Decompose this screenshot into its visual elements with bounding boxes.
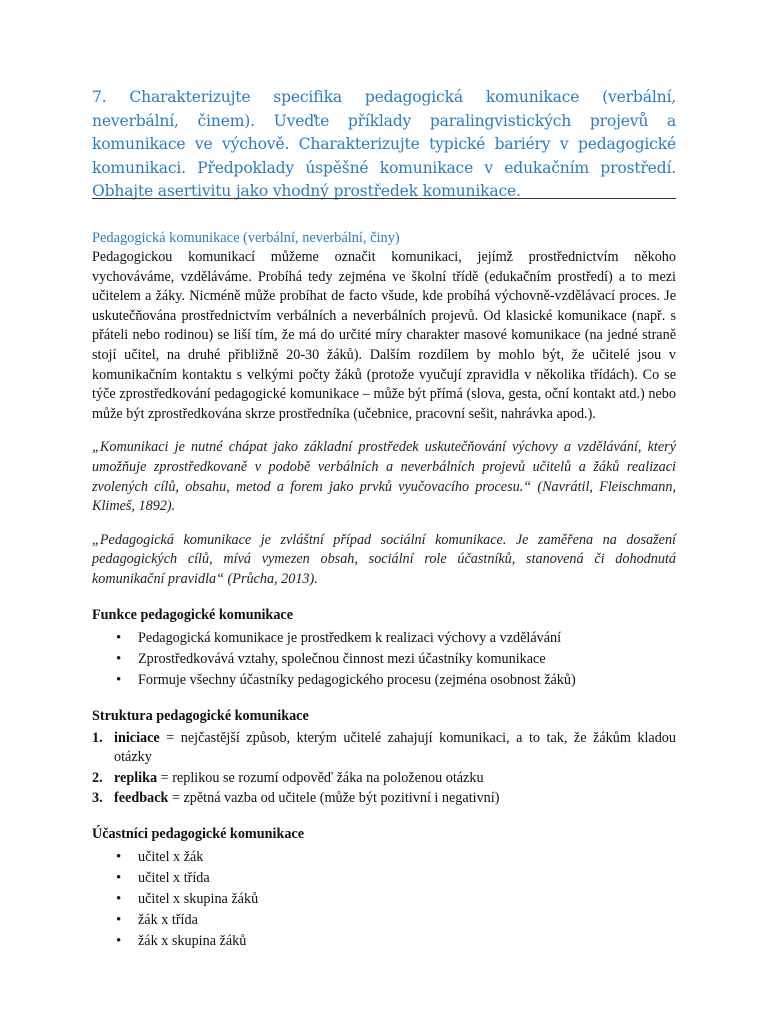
list-item <box>92 789 676 809</box>
ucastnici-list <box>92 847 676 952</box>
question-heading: 7. Charakterizujte specifika pedagogická komunikace (verbální, neverbální, činem). Uveďte příklady paralingvistických projevů a komunikace ve výchově. Charakterizujte typické bariéry v pedagogické komunikaci. Předpoklady úspěšné komunikace v edukačním prostředí. Obhajte asertivitu jako vhodný prostředek komunikace. <box>92 88 676 201</box>
funkce-heading: Funkce pedagogické komunikace <box>92 606 294 623</box>
section-subheading: Pedagogická komunikace (verbální, neverbální, činy) <box>92 230 400 246</box>
list-item: • žák x skupina žáků <box>138 931 676 952</box>
struktura-heading: Struktura pedagogické komunikace <box>92 707 309 724</box>
item-text: = nejčastější způsob, kterým učitelé zahajují komunikaci, a to tak, že žákům kladou otázky <box>114 729 676 766</box>
list-item <box>92 769 676 789</box>
heading-divider <box>92 198 676 199</box>
document-body <box>92 228 676 952</box>
list-item: • Formuje všechny účastníky pedagogického procesu (zejména osobnost žáků) <box>138 670 676 691</box>
item-term: iniciace <box>114 729 160 746</box>
list-item: • Pedagogická komunikace je prostředkem k realizaci výchovy a vzdělávání <box>138 628 676 649</box>
quote-navratil: „Komunikaci je nutné chápat jako základní prostředek uskutečňování výchovy a vzdělávání, který umožňuje zprostředkovaně v podobě verbálních a neverbálních projevů učitelů a žáků realizaci zvolených cílů, obsahu, metod a forem jako prvků vyučovacího procesu.“ (Navrátil, Fleischmann, Klimeš, 1892). <box>92 439 676 515</box>
ucastnici-heading: Účastníci pedagogické komunikace <box>92 825 305 842</box>
list-item: • žák x třída <box>138 910 676 931</box>
list-item: • učitel x třída <box>138 868 676 889</box>
list-item <box>92 729 676 768</box>
item-text: = replikou se rozumí odpověď žáka na položenou otázku <box>157 769 484 786</box>
item-number: 2. <box>92 769 103 786</box>
item-text: = zpětná vazba od učitele (může být pozitivní i negativní) <box>168 790 500 807</box>
struktura-list <box>92 729 676 809</box>
intro-paragraph: Pedagogickou komunikací můžeme označit komunikaci, jejímž prostřednictvím někoho vychováváme, vzděláváme. Probíhá tedy zejména ve školní třídě (edukačním prostředí) a to mezi učitelem a žáky. Nicméně může probíhat de facto všude, kde probíhá výchovně-vzdělávací proces. Je uskutečňována prostřednictvím verbálních a neverbálních projevů. Od klasické komunikace (např. s přáteli nebo rodinou) se liší tím, že má do určité míry charakter masové komunikace (na jedné straně stojí učitel, na druhé přibližně 20-30 žáků). Dalším rozdílem by mohlo být, že učitelé jsou v komunikačním kontaktu s velkými počty žáků (protože vyučují zpravidla v několika třídách). Co se týče zprostředkování pedagogické komunikace – může být přímá (slova, gesta, oční kontakt atd.) nebo může být zprostředkována skrze prostředníka (učebnice, pracovní sešit, nahrávka apod.). <box>92 249 676 422</box>
item-number: 3. <box>92 790 103 807</box>
item-term: feedback <box>114 790 169 807</box>
list-item: • učitel x skupina žáků <box>138 889 676 910</box>
funkce-list <box>92 628 676 691</box>
item-term: replika <box>114 769 158 786</box>
item-number: 1. <box>92 729 103 746</box>
quote-prucha: „Pedagogická komunikace je zvláštní případ sociální komunikace. Je zaměřena na dosažení pedagogických cílů, mívá vymezen obsah, sociální role účastníků, stanovená či dohodnutá komunikační pravidla“ (Průcha, 2013). <box>92 531 676 587</box>
list-item: • učitel x žák <box>138 847 676 868</box>
list-item: • Zprostředkovává vztahy, společnou činnost mezi účastníky komunikace <box>138 649 676 670</box>
